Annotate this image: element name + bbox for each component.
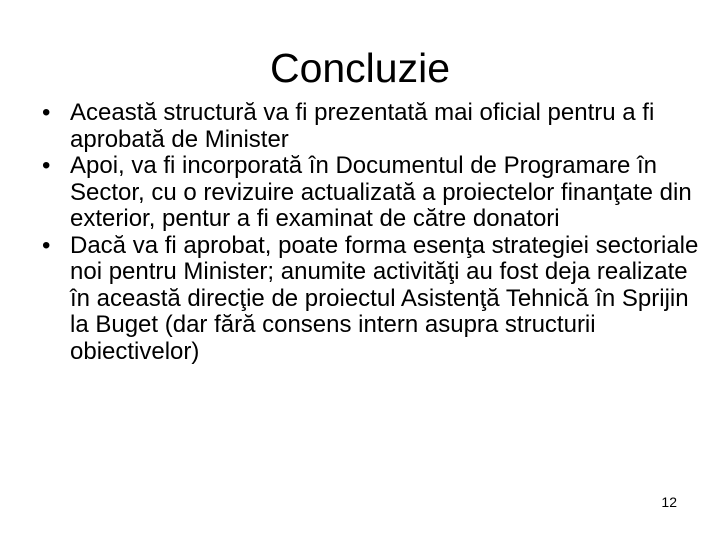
slide-title: Concluzie: [269, 45, 451, 91]
bullet-item-3: [40, 233, 700, 366]
bullet-text: Apoi, va fi incorporată în Documentul de Programare în Sector, cu o revizuire actualizată a proiectelor finanţate din exterior, pentur a fi examinat de către donatori: [70, 152, 692, 232]
bullet-list: [40, 100, 700, 365]
bullet-marker: •: [42, 231, 51, 259]
bullet-text: Dacă va fi aprobat, poate forma esenţa strategiei sectoriale noi pentru Minister; anumite activităţi au fost deja realizate în această direcţie de proiectul Asistenţă Tehnică în Sprijin la Buget (dar fără consens intern asupra structurii obiectivelor): [70, 231, 699, 365]
bullet-text: Această structură va fi prezentată mai oficial pentru a fi aprobată de Minister: [70, 99, 655, 153]
bullet-marker: •: [42, 99, 51, 126]
bullet-item-2: [40, 153, 700, 233]
bullet-marker: •: [42, 152, 51, 179]
bullet-item-1: [40, 100, 700, 153]
page-number: 12: [661, 494, 677, 510]
